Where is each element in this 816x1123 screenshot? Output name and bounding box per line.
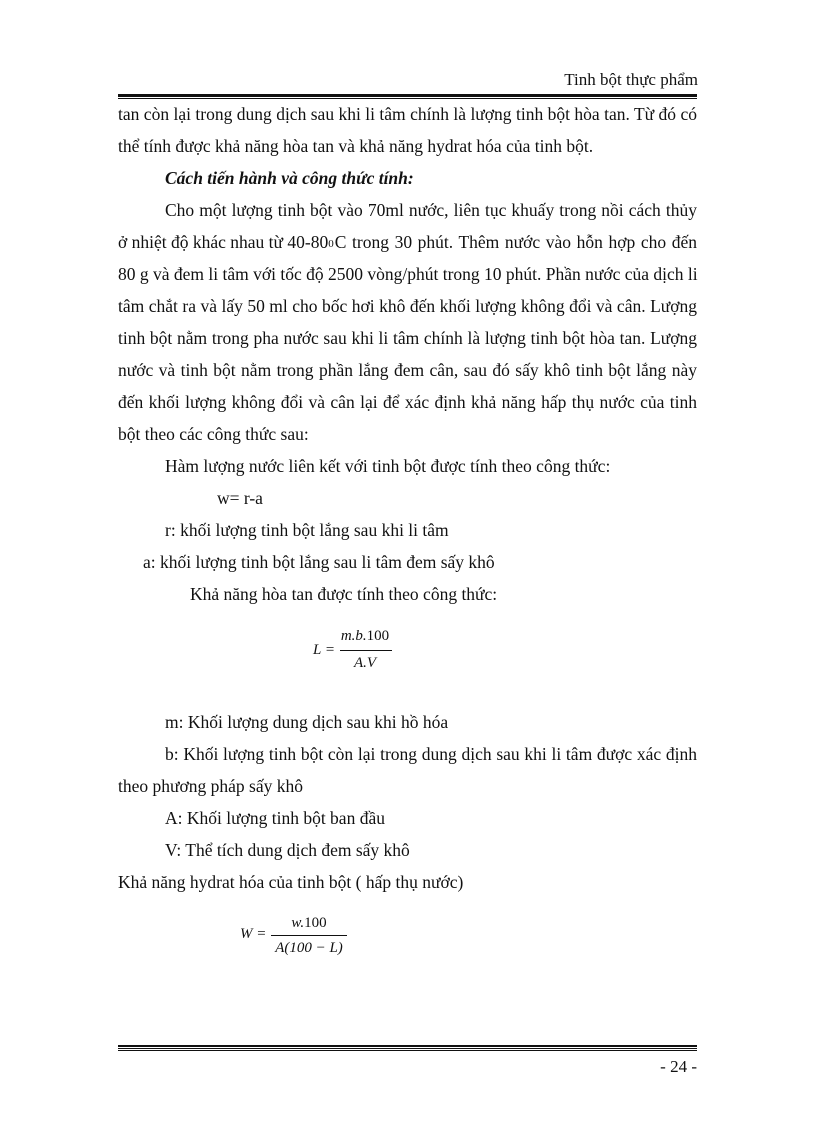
- degree-superscript: 0: [328, 238, 334, 250]
- solubility-formula-numerator: [337, 628, 393, 645]
- definition-b-cont: theo phương pháp sấy khô: [118, 776, 303, 796]
- body-line-6: 80 g và đem li tâm với tốc độ 2500 vòng/phút trong 10 phút. Phần nước của dịch li: [118, 264, 698, 284]
- definition-b: b: Khối lượng tinh bột còn lại trong dung dịch sau khi li tâm được xác định: [165, 744, 697, 764]
- body-line-8: tinh bột nằm trong pha nước sau khi li tâm chính là lượng tinh bột hòa tan. Lượng: [118, 328, 697, 348]
- body-line-2: thể tính được khả năng hòa tan và khả năng hydrat hóa của tinh bột.: [118, 136, 594, 156]
- hydration-formula-numerator: [270, 915, 348, 932]
- body-line-5: [118, 231, 697, 256]
- body-line-12: Hàm lượng nước liên kết với tinh bột được tính theo công thức:: [165, 456, 611, 476]
- definition-a: a: khối lượng tinh bột lắng sau li tâm đem sấy khô: [143, 552, 495, 572]
- body-line-solubility: Khả năng hòa tan được tính theo công thức:: [190, 584, 498, 604]
- solubility-formula-denominator: A.V: [353, 655, 377, 671]
- running-header: Tinh bột thực phẩm: [564, 70, 698, 89]
- hydration-num-constant: 100: [304, 915, 327, 931]
- body-line-5-text-a: ở nhiệt độ khác nhau từ 40-80: [118, 232, 329, 252]
- formula-w: w= r-a: [217, 488, 263, 508]
- page-number: - 24 -: [660, 1057, 697, 1076]
- definition-V: V: Thể tích dung dịch đem sấy khô: [165, 840, 410, 860]
- definition-r: r: khối lượng tinh bột lắng sau khi li tâm: [165, 520, 449, 540]
- solubility-num-constant: 100: [366, 628, 390, 644]
- body-line-1: tan còn lại trong dung dịch sau khi li tâm chính là lượng tinh bột hòa tan. Từ đó có: [118, 104, 697, 124]
- body-line-5-text-b: C trong 30 phút. Thêm nước vào hỗn hợp cho đến: [334, 232, 697, 252]
- body-line-7: tâm chắt ra và lấy 50 ml cho bốc hơi khô đến khối lượng không đổi và cân. Lượng: [118, 296, 697, 316]
- body-line-10: đến khối lượng không đổi và cân lại để xác định khả năng hấp thụ nước của tinh: [118, 392, 697, 412]
- hydration-fraction-bar: [271, 935, 347, 936]
- footer-rule: [118, 1045, 697, 1051]
- definition-m: m: Khối lượng dung dịch sau khi hồ hóa: [165, 712, 449, 732]
- definition-A: A: Khối lượng tinh bột ban đầu: [165, 808, 385, 828]
- hydration-formula: [240, 915, 360, 967]
- body-line-11: bột theo các công thức sau:: [118, 424, 309, 444]
- hydration-formula-denominator: A(100 − L): [275, 940, 343, 956]
- header-rule: [118, 94, 697, 98]
- section-heading: Cách tiến hành và công thức tính:: [165, 168, 414, 188]
- solubility-formula-lhs: L =: [313, 642, 335, 658]
- hydration-formula-lhs: W =: [240, 926, 267, 942]
- hydration-intro: Khả năng hydrat hóa của tinh bột ( hấp thụ nước): [118, 872, 464, 892]
- body-line-9: nước và tinh bột nằm trong phần lắng đem cân, sau đó sấy khô tinh bột lắng này: [118, 360, 697, 380]
- solubility-formula: [313, 628, 423, 680]
- hydration-num-vars: w.: [291, 915, 305, 931]
- solubility-fraction-bar: [340, 650, 392, 651]
- solubility-num-vars: m.b.: [340, 628, 367, 644]
- body-line-4: Cho một lượng tinh bột vào 70ml nước, liên tục khuấy trong nồi cách thủy: [165, 200, 697, 220]
